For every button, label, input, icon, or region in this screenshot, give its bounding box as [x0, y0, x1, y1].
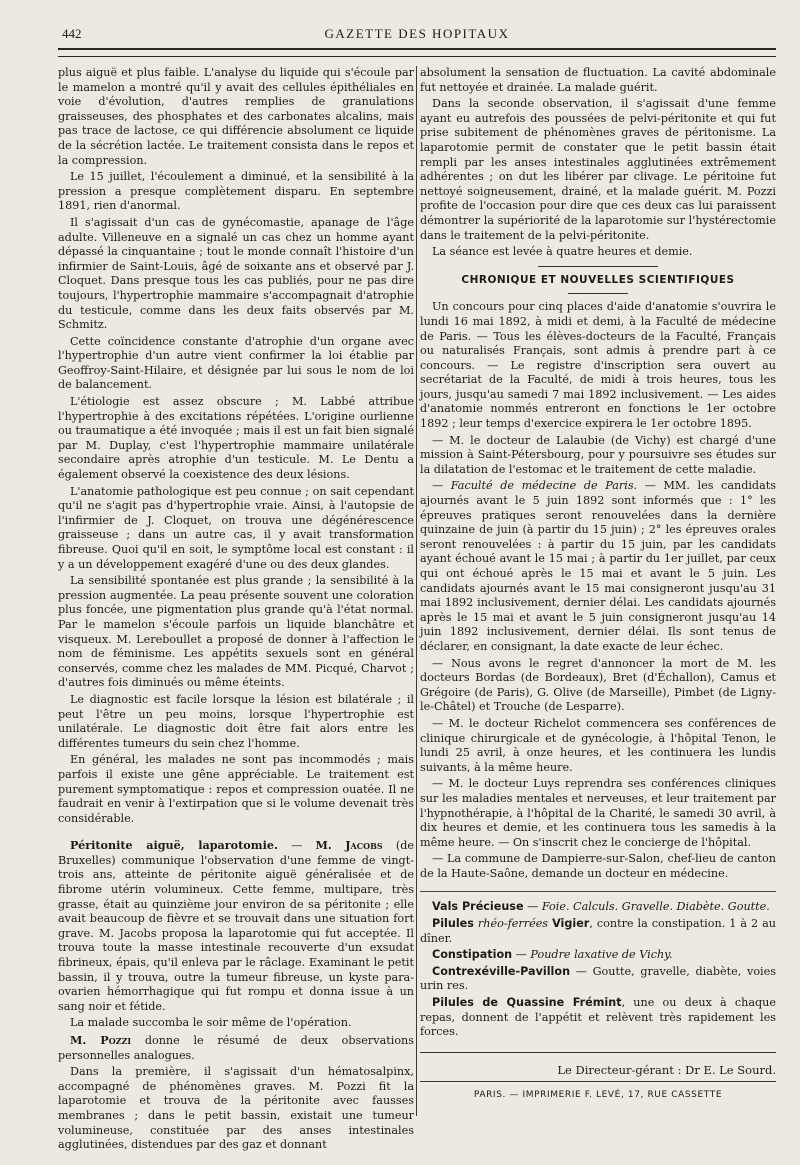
news-item: — Nous avons le regret d'annoncer la mort de M. les docteurs Bordas (de Bordeaux), Bret (d'Échallon), Camus et Grégoire (de Paris), G. Olive (de Marseille), Pimbet (de Ligny-le-Châtel) et Trouche (de Lesparre). — [420, 656, 776, 714]
paragraph: Dans la première, il s'agissait d'un hématosalpinx, accompagné de phénomènes graves. M. Pozzi fit la laparotomie et trouva de la péritonite avec fausses membranes ; dans le petit bassin, existait une tumeur volumineuse, constituée par des anses intestinales agglutinées, distendues par des gaz et donnant — [58, 1065, 414, 1152]
paragraph-peritonite — [58, 838, 414, 1014]
ad-text: , une ou deux à chaque repas, donnent de l'appétit et relèvent très rapidement les forces. — [420, 996, 776, 1039]
header-rule-thin — [58, 56, 776, 57]
page-header — [58, 22, 776, 42]
paragraph: Le diagnostic est facile lorsque la lésion est bilatérale ; il peut l'être un peu moins, lorsque l'hypertrophie est unilatérale. Le diagnostic doit être fait alors entre les différentes tumeurs du sein chez l'homme. — [58, 692, 414, 750]
spacer — [58, 828, 414, 838]
news-item: — M. le docteur Richelot commencera ses conférences de clinique chirurgicale et de gynécologie, à l'hôpital Tenon, le lundi 25 avril, à onze heures, et les continuera les lundis suivants, à la même heure. — [420, 716, 776, 774]
advertisement-contrexeville — [420, 965, 776, 994]
ad-text: rhéo-ferrées — [473, 917, 553, 931]
paragraph: La malade succomba le soir même de l'opération. — [70, 1016, 352, 1030]
paragraph: L'anatomie pathologique est peu connue ; on sait cependant qu'il ne s'agit pas d'hypertrophie vraie. Ainsi, à l'autopsie de l'infirmier de J. Cloquet, on trouva une dégénérescence graisseuse ; dans un autre cas, il y avait transformation fibreuse. Quoi qu'il en soit, le symptôme local est constant : il y a un développement exagéré d'une ou des deux glandes. — [58, 484, 414, 571]
news-item: — La commune de Dampierre-sur-Salon, chef-lieu de canton de la Haute-Saône, demande un docteur en médecine. — [420, 852, 776, 880]
ads-rule — [420, 883, 776, 892]
news-item: — M. le docteur de Lalaubie (de Vichy) est chargé d'une mission à Saint-Pétersbourg, pour y poursuivre ses études sur la dilatation de l'estomac et le traitement de cette maladie. — [420, 433, 776, 476]
advertisement-pilules-vigier — [420, 917, 776, 946]
paragraph: absolument la sensation de fluctuation. La cavité abdominale fut nettoyée et drainée. La malade guérit. — [420, 66, 776, 94]
ad-brand: Vals Précieuse — [432, 900, 524, 914]
ad-text: — Goutte, gravelle, diabète, voies urin res. — [420, 964, 776, 993]
chronique-heading: CHRONIQUE ET NOUVELLES SCIENTIFIQUES — [461, 273, 735, 286]
page-number: 442 — [62, 26, 82, 41]
paragraph: La sensibilité spontanée est plus grande ; la sensibilité à la pression augmentée. La peau présente souvent une coloration plus foncée, une pigmentation plus grande qu'à l'état normal. Par le mamelon s'écoule parfois un liquide blanchâtre et visqueux. M. Lereboullet a proposé de donner à l'affection le nom de féminisme. Les appétits sexuels sont en général conservés, comme chez les malades de MM. Picqué, Charvot ; d'autres fois diminués ou même éteints. — [58, 574, 414, 690]
section-title: Péritonite aiguë, laparotomie. — [70, 838, 278, 853]
footer-rule — [420, 1081, 776, 1082]
news-item: — M. le docteur Luys reprendra ses conférences cliniques sur les maladies mentales et nerveuses, et leur traitement par l'hypnothérapie, à l'hôpital de la Charité, le samedi 30 avril, à dix heures et demie, et les continuera tous les samedis à la même heure. — On s'inscrit chez le concierge de l'hôpital. — [420, 777, 776, 849]
header-rule-thick — [58, 48, 776, 50]
ad-text: — Poudre laxative de Vichy. — [512, 948, 673, 962]
advertisement-vals — [420, 900, 776, 915]
advertisement-constipation — [420, 948, 776, 963]
advertisement-quassine — [420, 996, 776, 1040]
news-item-body: — MM. les candidats ajournés avant le 5 juin 1892 sont informés que : 1° les épreuves pratiques seront renouvelées dans la dernière quinzaine de juin (à partir du 15 juin) ; 2° les épreuves orales seront renouvelées : à partir du 15 juin, par les candidats ayant échoué avant le 15 mai ; à partir du 1er juillet, par ceux qui ont échoué après le 15 mai et avant le 5 juin. Les candidats ajournés avant le 15 mai consigneront jusqu'au 31 mai 1892 inclusivement, dernier délai. Les candidats ajournés après le 15 mai et avant le 5 juin consigneront jusqu'au 14 juin 1892 inclusivement, dernier délai. Ils sont tenus de déclarer, en consignant, la date exacte de leur échec. — [420, 479, 776, 653]
heading-rule — [568, 293, 628, 294]
paragraph-body: donne le résumé de deux observations personnelles analogues. — [58, 1034, 414, 1062]
dash: — — [432, 479, 451, 493]
director-signature: Le Directeur-gérant : Dr E. Le Sourd. — [557, 1062, 776, 1077]
paragraph: L'étiologie est assez obscure ; M. Labbé attribue l'hypertrophie à des excitations répétées. L'origine ourlienne ou traumatique a été invoquée ; mais il est un fait bien signalé par M. Duplay, c'est l'hypertrophie mammaire unilatérale secondaire après atrophie d'un testicule. M. Le Dentu a également observé la coexistence des deux lésions. — [58, 395, 414, 482]
news-item-heading: Faculté de médecine de Paris. — [450, 479, 638, 493]
running-title: GAZETTE DES HOPITAUX — [324, 26, 510, 41]
ad-brand: Contrexéville-Pavillon — [432, 964, 571, 978]
news-item: Un concours pour cinq places d'aide d'anatomie s'ouvrira le lundi 16 mai 1892, à midi et demi, à la Faculté de médecine de Paris. — Tous les élèves-docteurs de la Faculté, Français ou naturalisés Français, sont admis à prendre part à ce concours. — Le registre d'inscription sera ouvert au secrétariat de la Faculté, de midi à trois heures, tous les jours, jusqu'au samedi 7 mai 1892 inclusivement. — Les aides d'anatomie nommés entreront en fonctions le 1er octobre 1892 ; leur temps d'exercice expirera le 1er octobre 1895. — [420, 300, 776, 431]
paragraph: Le 15 juillet, l'écoulement a diminué, et la sensibilité à la pression a presque complètement disparu. En septembre 1891, rien d'anormal. — [58, 170, 414, 213]
ad-brand: Pilules de Quassine Frémint — [432, 996, 622, 1010]
right-column — [420, 66, 776, 1103]
column-divider — [416, 66, 417, 1116]
paragraph: Dans la seconde observation, il s'agissait d'une femme ayant eu autrefois des poussées de pelvi-péritonite et qui fut prise subitement de phénomènes graves de péritonisme. La laparotomie permit de constater que le petit bassin était rempli par les anses intestinales agglutinées extrêmement adhérentes ; on dut les libérer par clivage. Le péritoine fut nettoyé soigneusement, drainé, et la malade guérit. M. Pozzi profite de l'occasion pour dire que ces deux cas lui paraissent démontrer la supériorité de la laparotomie sur l'hystérectomie dans le traitement de la pelvi-péritonite. — [420, 97, 776, 242]
ad-brand: Pilules — [432, 917, 474, 931]
paragraph-pozzi — [58, 1033, 414, 1063]
ad-brand: Vigier — [552, 917, 590, 931]
paragraph: La séance est levée à quatre heures et demie. — [432, 245, 693, 259]
ornament-rule — [538, 266, 658, 267]
printer-imprint: PARIS. — IMPRIMERIE F. LEVÉ, 17, RUE CASSETTE — [473, 1090, 723, 1101]
author-name: M. Jacobs — [315, 838, 383, 853]
news-item-faculte — [420, 479, 776, 654]
ad-text: , contre la constipation. 1 à 2 au dîner. — [420, 917, 776, 945]
footer-rule — [420, 1052, 776, 1053]
paragraph: Il s'agissait d'un cas de gynécomastie, apanage de l'âge adulte. Villeneuve en a signalé un cas chez un homme ayant dépassé la cinquantaine ; tout le monde connaît l'histoire d'un infirmier de Saint-Louis, âgé de soixante ans et observé par J. Cloquet. Dans presque tous les cas publiés, pour ne pas dire toujours, l'hypertrophie mammaire s'accompagnait d'atrophie du testicule, comme dans les deux faits observés par M. Schmitz. — [58, 215, 414, 332]
dash: — — [277, 839, 316, 853]
paragraph-body: (de Bruxelles) communique l'observation d'une femme de vingt-trois ans, atteinte de péritonite aiguë généralisée et de fibrome utérin volumineux. Cette femme, multipare, très grasse, était au quinzième jour environ de sa péritonite ; elle avait beaucoup de fièvre et se trouvait dans une situation fort grave. M. Jacobs proposa la laparotomie qui fut acceptée. Il trouva toute la masse intestinale recouverte d'un exsudat fibrineux, épais, qu'il enleva par le râclage. Examinant le petit bassin, il y trouva, outre la tumeur fibreuse, un kyste para-ovarien hémorrhagique qui fut rompu et donna issue à un sang noir et fétide. — [58, 839, 414, 1013]
paragraph: En général, les malades ne sont pas incommodés ; mais parfois il existe une gêne appréciable. Le traitement est purement symptomatique : repos et compression ouatée. Il ne faudrait en venir à l'extirpation que si le volume devenait très considérable. — [58, 753, 414, 825]
paragraph: plus aiguë et plus faible. L'analyse du liquide qui s'écoule par le mamelon a montré qu'il y avait des cellules épithéliales en voie d'évolution, d'autres remplies de granulations graisseuses, des phosphates et des carbonates alcalins, mais pas trace de lactose, ce qui différencie absolument ce liquide de la sécrétion lactée. Le traitement consista dans le repos et la compression. — [58, 66, 414, 167]
ad-text: — Foie. Calculs. Gravelle. Diabète. Goutte. — [523, 900, 770, 914]
author-name: M. Pozzi — [70, 1033, 132, 1047]
ad-brand: Constipation — [432, 948, 513, 962]
left-column — [58, 66, 414, 1155]
ornament-divider — [420, 266, 776, 267]
paragraph: Cette coïncidence constante d'atrophie d'un organe avec l'hypertrophie d'un autre vient confirmer la loi établie par Geoffroy-Saint-Hilaire, et désignée par lui sous le nom de loi de balancement. — [58, 334, 414, 392]
